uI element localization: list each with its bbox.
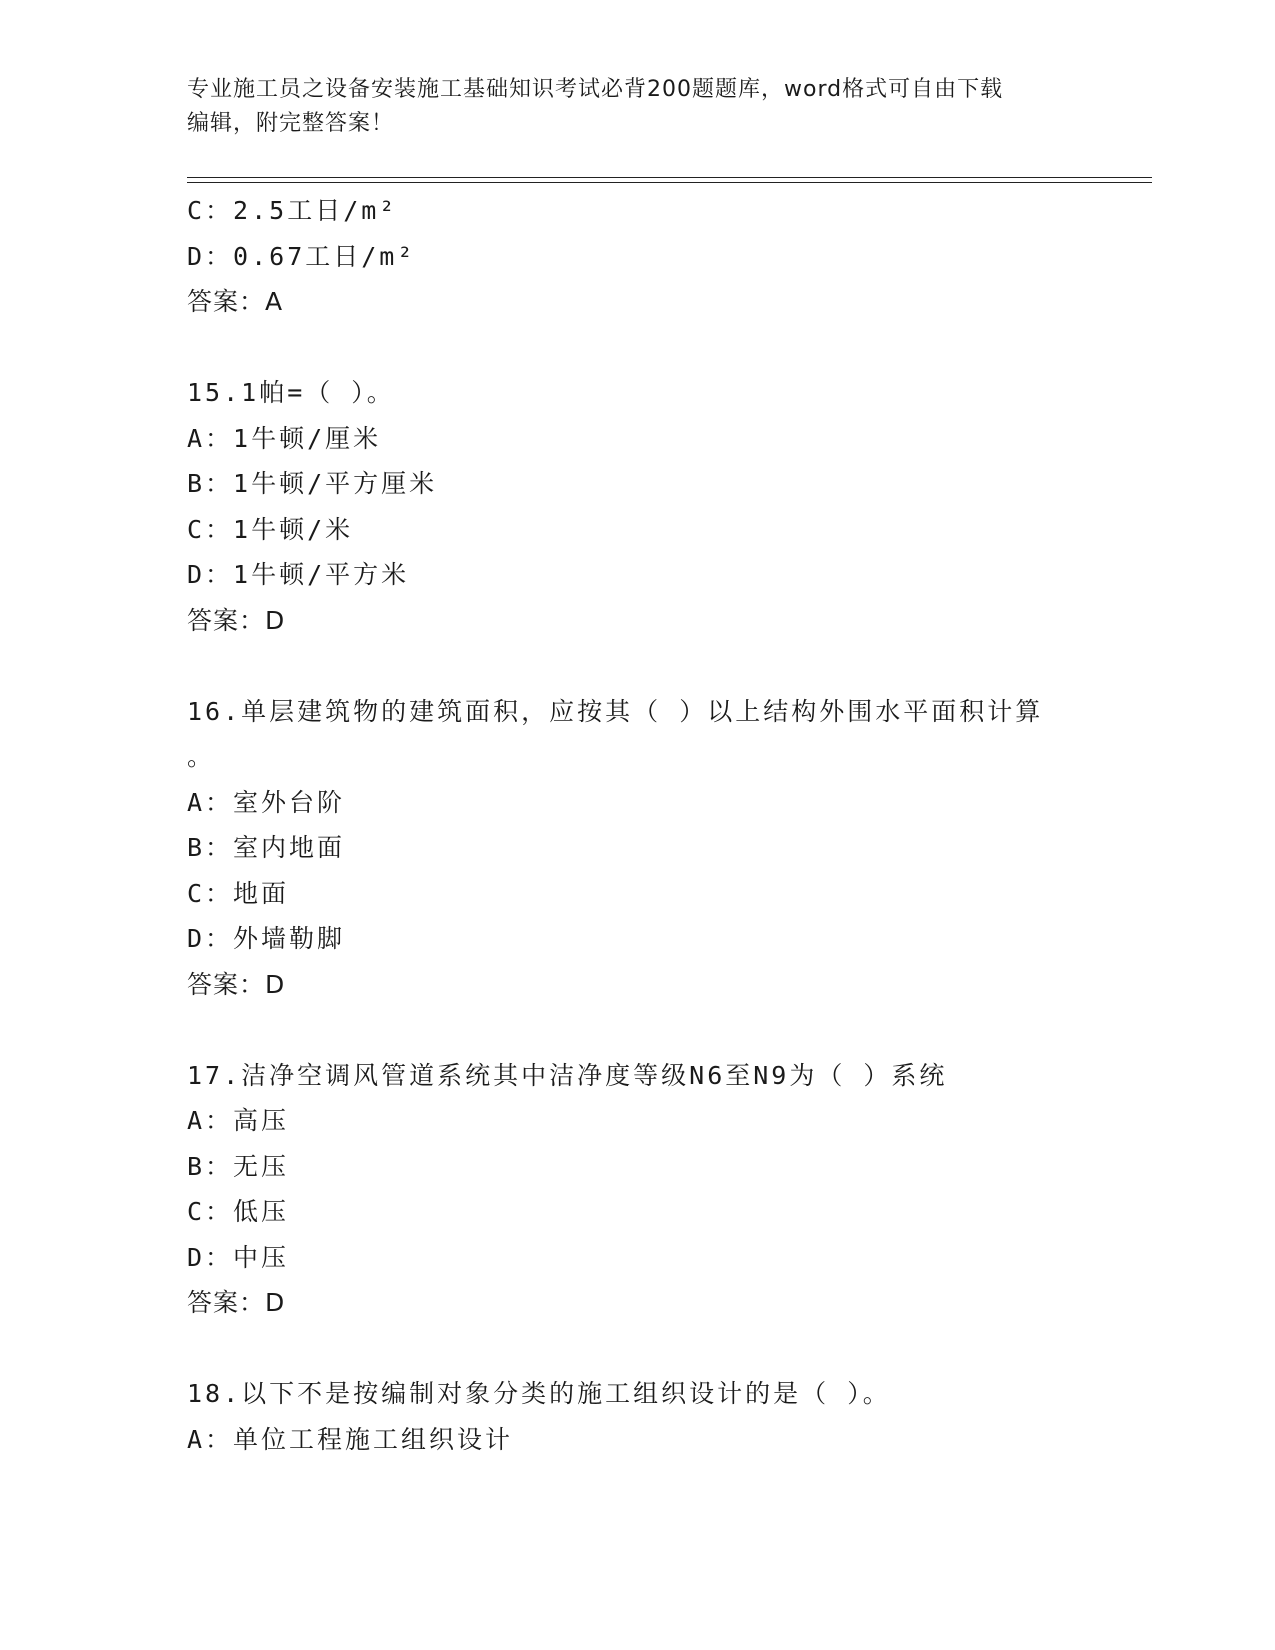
option-c: C：地面	[187, 878, 290, 908]
question-stem: 18.以下不是按编制对象分类的施工组织设计的是（ ）。	[187, 1379, 891, 1408]
question-body	[187, 188, 1117, 1462]
option-d: D：外墙勒脚	[187, 924, 346, 953]
question-16	[187, 689, 1117, 1008]
question-17	[187, 1053, 1117, 1326]
option-d: D：中压	[187, 1242, 290, 1272]
option-d: D：0.67工日/m²	[187, 241, 416, 271]
header-divider-top	[187, 177, 1152, 178]
question-stem: 17.洁净空调风管道系统其中洁净度等级N6至N9为（ ）系统	[187, 1060, 948, 1090]
option-b: B：1牛顿/平方厘米	[187, 469, 438, 498]
question-stem: 16.单层建筑物的建筑面积，应按其（ ）以上结构外围水平面积计算	[187, 696, 1044, 726]
document-header	[187, 73, 1087, 141]
answer-line: 答案：A	[187, 287, 284, 316]
header-line-2: 编辑，附完整答案！	[187, 111, 395, 136]
spacer	[187, 325, 1117, 371]
answer-line: 答案：D	[187, 1288, 286, 1317]
question-14-fragment	[187, 188, 1117, 325]
option-a: A：单位工程施工组织设计	[187, 1424, 514, 1454]
option-d: D：1牛顿/平方米	[187, 560, 410, 589]
question-18	[187, 1371, 1117, 1462]
header-line-1: 专业施工员之设备安装施工基础知识考试必背200题题库，word格式可自由下载	[187, 77, 1004, 102]
spacer	[187, 1007, 1117, 1053]
option-a: A：高压	[187, 1106, 290, 1135]
option-b: B：无压	[187, 1151, 290, 1181]
option-c: C：1牛顿/米	[187, 514, 354, 544]
header-divider-bottom	[187, 182, 1152, 183]
spacer	[187, 1326, 1117, 1372]
spacer	[187, 643, 1117, 689]
option-c: C：低压	[187, 1197, 290, 1226]
question-15	[187, 370, 1117, 643]
answer-line: 答案：D	[187, 605, 286, 635]
option-c: C：2.5工日/m²	[187, 196, 398, 225]
option-b: B：室内地面	[187, 833, 346, 862]
option-a: A：1牛顿/厘米	[187, 423, 382, 453]
option-a: A：室外台阶	[187, 787, 346, 817]
answer-line: 答案：D	[187, 969, 286, 999]
question-stem: 15.1帕=（ ）。	[187, 378, 395, 407]
question-stem-continuation: 。	[187, 742, 216, 771]
